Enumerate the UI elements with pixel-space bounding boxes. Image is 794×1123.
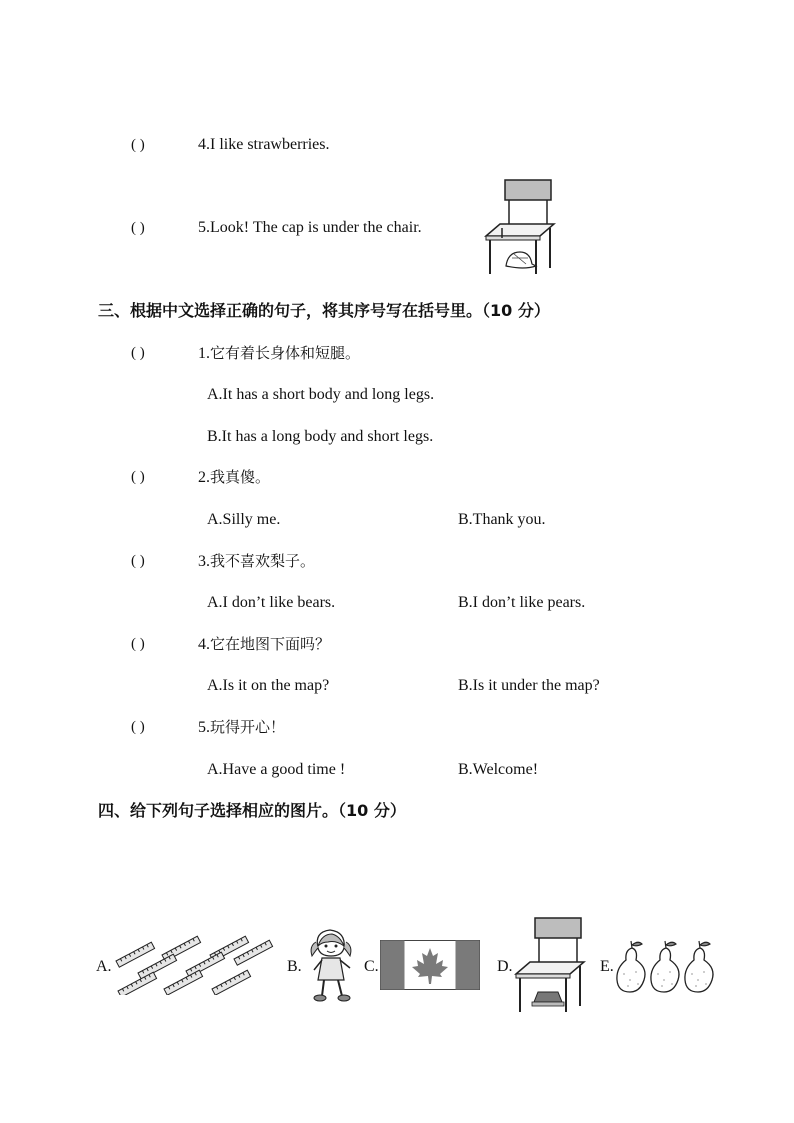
question-number: 4. (198, 636, 210, 653)
sentence-5: 5.Look! The cap is under the chair. (198, 219, 422, 236)
answer-blank[interactable]: ( ) (131, 220, 145, 236)
chinese-prompt: 它有着长身体和短腿。 (210, 344, 361, 362)
option-a: A.I don’t like bears. (207, 594, 336, 611)
answer-blank[interactable]: ( ) (131, 469, 145, 485)
option-b: B.Welcome! (458, 761, 539, 778)
question-number: 3. (198, 553, 210, 570)
question-number: 2. (198, 469, 210, 486)
picture-label-b: B. (287, 958, 302, 975)
question-number: 5. (198, 719, 210, 736)
picture-label-c: C. (364, 958, 379, 975)
question-4 (198, 634, 330, 655)
section-4-heading: 四、给下列句子选择相应的图片。（10 分） (98, 801, 406, 820)
canada-flag-icon (380, 940, 480, 990)
option-a: A.Have a good time ! (207, 761, 346, 778)
girl-icon (306, 926, 356, 1006)
question-5 (198, 717, 285, 738)
answer-blank[interactable]: ( ) (131, 137, 145, 153)
picture-label-a: A. (96, 958, 112, 975)
option-a: A.It has a short body and long legs. (207, 386, 435, 403)
option-b: B.It has a long body and short legs. (207, 428, 434, 445)
chinese-prompt: 我真傻。 (210, 468, 271, 486)
chinese-prompt: 玩得开心！ (210, 718, 286, 736)
option-b: B.I don’t like pears. (458, 594, 586, 611)
question-1 (198, 343, 360, 364)
chair-with-cap-icon (484, 178, 556, 276)
section-3-heading: 三、根据中文选择正确的句子，将其序号写在括号里。（10 分） (98, 301, 550, 320)
answer-blank[interactable]: ( ) (131, 553, 145, 569)
question-3 (198, 551, 315, 572)
answer-blank[interactable]: ( ) (131, 345, 145, 361)
picture-label-e: E. (600, 958, 614, 975)
option-b: B.Thank you. (458, 511, 546, 528)
answer-blank[interactable]: ( ) (131, 719, 145, 735)
question-2 (198, 467, 270, 488)
picture-label-d: D. (497, 958, 513, 975)
chinese-prompt: 它在地图下面吗？ (210, 635, 331, 653)
chair-with-cap-icon (514, 916, 586, 1014)
option-b: B.Is it under the map? (458, 677, 600, 694)
answer-blank[interactable]: ( ) (131, 636, 145, 652)
option-a: A.Silly me. (207, 511, 281, 528)
question-number: 1. (198, 345, 210, 362)
chinese-prompt: 我不喜欢梨子。 (210, 552, 316, 570)
option-a: A.Is it on the map? (207, 677, 330, 694)
sentence-4: 4.I like strawberries. (198, 136, 330, 153)
rulers-icon (114, 933, 276, 995)
pears-icon (614, 938, 720, 994)
